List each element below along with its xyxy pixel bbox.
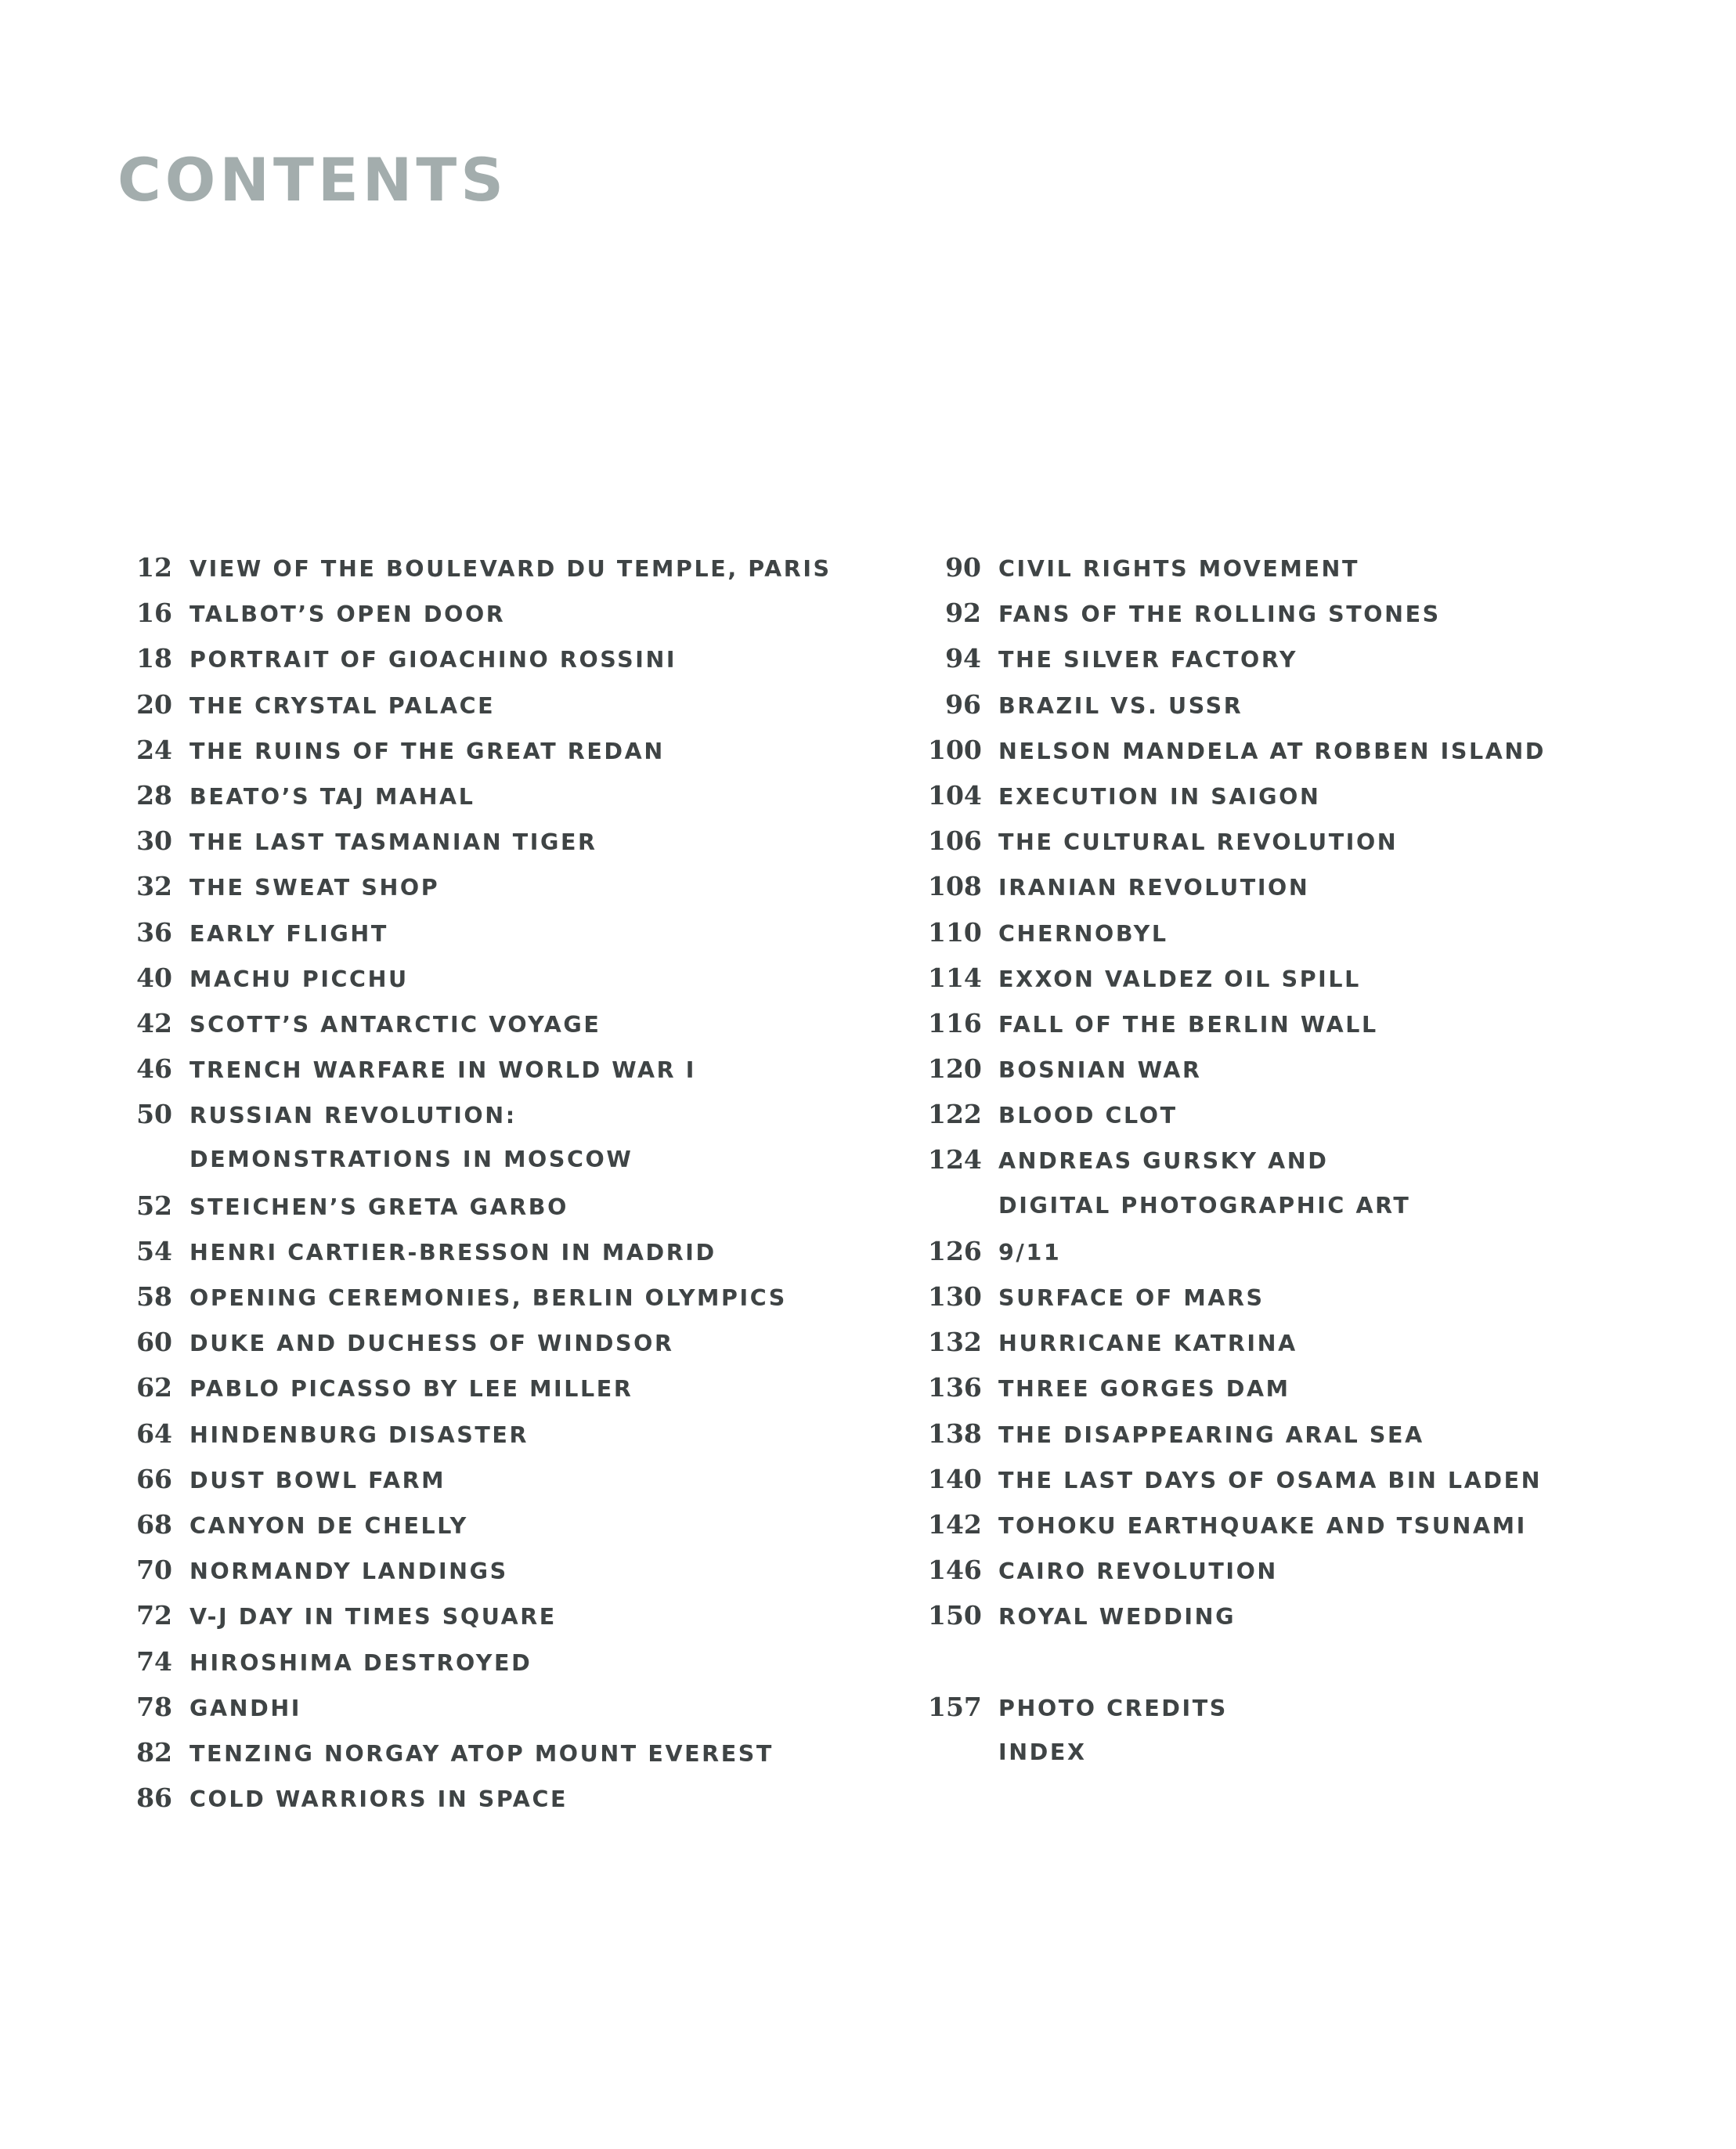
toc-entry	[125, 1593, 832, 1638]
toc-entry-title: ANDREAS GURSKY AND	[998, 1148, 1329, 1175]
toc-page-number: 136	[928, 1372, 982, 1403]
toc-page-number: 90	[945, 552, 981, 583]
toc-entry-title: PORTRAIT OF GIOACHINO ROSSINI	[189, 647, 677, 674]
toc-entry-title: DUKE AND DUCHESS OF WINDSOR	[189, 1331, 674, 1357]
toc-entry	[928, 1046, 1546, 1092]
toc-entry	[125, 818, 832, 864]
toc-page-number: 124	[928, 1144, 982, 1176]
toc-entry-title: INDEX	[998, 1739, 1087, 1765]
toc-entry	[125, 636, 832, 681]
toc-entry-title: DIGITAL PHOTOGRAPHIC ART	[998, 1192, 1411, 1219]
toc-entry	[928, 955, 1546, 1001]
toc-page-number: 94	[945, 643, 981, 674]
toc-entry-title: SCOTT’S ANTARCTIC VOYAGE	[189, 1011, 601, 1038]
toc-entry-title: TENZING NORGAY ATOP MOUNT EVEREST	[189, 1740, 774, 1767]
toc-page-number: 18	[136, 643, 172, 674]
toc-entry	[125, 1229, 832, 1274]
toc-entry	[125, 1320, 832, 1365]
toc-entry	[928, 545, 1546, 591]
contents-column-left	[125, 545, 832, 1821]
toc-entry-title: EXECUTION IN SAIGON	[998, 783, 1321, 810]
toc-page-number: 138	[928, 1418, 982, 1449]
toc-entry-title: COLD WARRIORS IN SPACE	[189, 1786, 568, 1813]
toc-entry	[125, 1274, 832, 1320]
toc-entry-title: HURRICANE KATRINA	[998, 1331, 1297, 1357]
toc-entry-title: CHERNOBYL	[998, 920, 1168, 947]
toc-entry	[928, 1730, 1546, 1775]
toc-page-number: 114	[928, 962, 982, 993]
toc-entry	[125, 910, 832, 955]
toc-entry-title: TALBOT’S OPEN DOOR	[189, 601, 506, 628]
toc-page-number: 104	[928, 779, 982, 811]
section-spacer	[928, 1639, 1546, 1685]
toc-entry-title: BOSNIAN WAR	[998, 1057, 1202, 1084]
toc-entry	[928, 1502, 1546, 1548]
toc-page-number: 60	[136, 1327, 172, 1358]
toc-page-number: 36	[136, 916, 172, 948]
toc-entry	[125, 1548, 832, 1593]
toc-entry-title: MACHU PICCHU	[189, 966, 409, 992]
toc-page-number: 157	[928, 1691, 982, 1722]
toc-entry-title: FALL OF THE BERLIN WALL	[998, 1011, 1378, 1038]
toc-page-number: 32	[136, 871, 172, 902]
toc-page-number: 72	[136, 1600, 172, 1631]
toc-entry	[125, 1092, 832, 1137]
toc-entry-title: NORMANDY LANDINGS	[189, 1558, 508, 1585]
toc-page-number: 142	[928, 1508, 982, 1540]
toc-page-number: 110	[928, 916, 982, 948]
toc-entry-title: THE SWEAT SHOP	[189, 875, 440, 901]
page-title: CONTENTS	[117, 145, 507, 215]
toc-entry	[125, 591, 832, 636]
toc-entry	[928, 1183, 1546, 1229]
toc-entry	[928, 1229, 1546, 1274]
toc-entry-title: THE CULTURAL REVOLUTION	[998, 829, 1399, 856]
toc-page-number: 150	[928, 1600, 982, 1631]
toc-entry-title: RUSSIAN REVOLUTION:	[189, 1103, 517, 1129]
toc-entry	[125, 1685, 832, 1730]
toc-entry-title: EXXON VALDEZ OIL SPILL	[998, 966, 1361, 992]
toc-entry	[125, 1411, 832, 1457]
toc-entry-title: GANDHI	[189, 1695, 302, 1721]
toc-page-number: 100	[928, 734, 982, 765]
toc-page-number: 132	[928, 1327, 982, 1358]
toc-entry-title: SURFACE OF MARS	[998, 1285, 1265, 1311]
toc-page-number: 140	[928, 1463, 982, 1494]
toc-entry-title: BLOOD CLOT	[998, 1103, 1178, 1129]
toc-page-number: 92	[945, 598, 981, 629]
toc-page-number: 78	[136, 1691, 172, 1722]
toc-entry	[125, 1457, 832, 1502]
toc-entry	[928, 1274, 1546, 1320]
toc-page-number: 108	[928, 871, 982, 902]
toc-entry	[125, 545, 832, 591]
toc-page-number: 82	[136, 1736, 172, 1768]
toc-page-number: 50	[136, 1099, 172, 1130]
toc-entry-title: BRAZIL VS. USSR	[998, 692, 1243, 719]
toc-entry	[928, 1320, 1546, 1365]
toc-entry-title: THE RUINS OF THE GREAT REDAN	[189, 738, 665, 764]
toc-entry	[928, 1593, 1546, 1638]
toc-page-number: 116	[928, 1007, 982, 1038]
toc-entry	[928, 591, 1546, 636]
toc-page-number: 120	[928, 1053, 982, 1085]
toc-entry-title: CAIRO REVOLUTION	[998, 1558, 1278, 1585]
toc-entry-title: HIROSHIMA DESTROYED	[189, 1649, 532, 1676]
toc-entry-title: THE CRYSTAL PALACE	[189, 692, 496, 719]
toc-entry-title: TOHOKU EARTHQUAKE AND TSUNAMI	[998, 1512, 1527, 1539]
toc-entry	[928, 636, 1546, 681]
contents-column-right	[928, 545, 1546, 1775]
toc-entry	[928, 773, 1546, 818]
toc-entry	[928, 1365, 1546, 1410]
toc-entry	[125, 1639, 832, 1685]
toc-entry-title: OPENING CEREMONIES, BERLIN OLYMPICS	[189, 1285, 787, 1311]
toc-entry	[125, 1001, 832, 1046]
toc-page-number: 74	[136, 1645, 172, 1677]
toc-page-number: 86	[136, 1782, 172, 1814]
toc-entry	[125, 1137, 832, 1183]
toc-page-number: 12	[136, 552, 172, 583]
toc-entry-title: IRANIAN REVOLUTION	[998, 875, 1310, 901]
toc-entry-title: DUST BOWL FARM	[189, 1467, 446, 1493]
toc-entry-title: TRENCH WARFARE IN WORLD WAR I	[189, 1057, 696, 1084]
toc-page-number: 28	[136, 779, 172, 811]
toc-entry-title: STEICHEN’S GRETA GARBO	[189, 1194, 568, 1220]
toc-page-number: 52	[136, 1190, 172, 1221]
toc-entry-title: 9/11	[998, 1239, 1062, 1266]
toc-entry-title: VIEW OF THE BOULEVARD DU TEMPLE, PARIS	[189, 556, 832, 582]
toc-entry-title: DEMONSTRATIONS IN MOSCOW	[189, 1147, 633, 1173]
toc-page-number: 58	[136, 1281, 172, 1312]
toc-entry	[125, 773, 832, 818]
toc-entry	[928, 1685, 1546, 1730]
toc-entry-title: PHOTO CREDITS	[998, 1695, 1228, 1721]
toc-page-number: 126	[928, 1235, 982, 1266]
toc-page-number: 24	[136, 734, 172, 765]
toc-entry-title: CIVIL RIGHTS MOVEMENT	[998, 556, 1360, 582]
toc-entry-title: PABLO PICASSO BY LEE MILLER	[189, 1376, 633, 1403]
toc-page-number: 16	[136, 598, 172, 629]
toc-entry-title: THE DISAPPEARING ARAL SEA	[998, 1421, 1424, 1448]
toc-entry-title: EARLY FLIGHT	[189, 920, 388, 947]
toc-entry	[928, 910, 1546, 955]
toc-page-number: 106	[928, 825, 982, 857]
toc-entry-title: HENRI CARTIER-BRESSON IN MADRID	[189, 1239, 716, 1266]
toc-page-number: 30	[136, 825, 172, 857]
toc-page-number: 40	[136, 962, 172, 993]
toc-entry	[928, 1092, 1546, 1137]
toc-entry	[928, 1457, 1546, 1502]
toc-entry	[125, 1365, 832, 1410]
toc-entry-title: CANYON DE CHELLY	[189, 1512, 468, 1539]
toc-entry	[928, 864, 1546, 909]
toc-entry	[125, 864, 832, 909]
toc-entry-title: THE LAST TASMANIAN TIGER	[189, 829, 597, 856]
toc-page-number: 46	[136, 1053, 172, 1085]
toc-entry	[928, 818, 1546, 864]
toc-page-number: 96	[945, 688, 981, 720]
toc-page-number: 64	[136, 1418, 172, 1449]
toc-page-number: 66	[136, 1463, 172, 1494]
toc-entry	[928, 682, 1546, 728]
toc-entry	[125, 1775, 832, 1821]
toc-page-number: 54	[136, 1235, 172, 1266]
toc-entry	[928, 728, 1546, 773]
toc-entry-title: THE LAST DAYS OF OSAMA BIN LADEN	[998, 1467, 1543, 1493]
toc-entry-title: NELSON MANDELA AT ROBBEN ISLAND	[998, 738, 1547, 764]
toc-entry-title: THREE GORGES DAM	[998, 1376, 1290, 1403]
toc-page-number: 146	[928, 1555, 982, 1586]
toc-entry-title: V-J DAY IN TIMES SQUARE	[189, 1604, 557, 1631]
toc-entry-title: ROYAL WEDDING	[998, 1604, 1236, 1631]
toc-entry	[125, 1183, 832, 1229]
toc-entry-title: FANS OF THE ROLLING STONES	[998, 601, 1441, 628]
toc-page-number: 20	[136, 688, 172, 720]
toc-entry	[125, 682, 832, 728]
toc-page-number: 62	[136, 1372, 172, 1403]
toc-page-number: 68	[136, 1508, 172, 1540]
toc-entry	[928, 1137, 1546, 1183]
toc-page-number: 42	[136, 1007, 172, 1038]
toc-entry	[125, 1730, 832, 1775]
toc-page-number: 130	[928, 1281, 982, 1312]
toc-entry	[125, 1046, 832, 1092]
toc-entry	[928, 1001, 1546, 1046]
toc-entry	[125, 955, 832, 1001]
toc-entry-title: BEATO’S TAJ MAHAL	[189, 783, 475, 810]
toc-entry	[928, 1548, 1546, 1593]
toc-entry-title: THE SILVER FACTORY	[998, 647, 1298, 674]
toc-entry	[928, 1411, 1546, 1457]
toc-page-number: 70	[136, 1555, 172, 1586]
toc-entry-title: HINDENBURG DISASTER	[189, 1421, 529, 1448]
toc-page-number: 122	[928, 1099, 982, 1130]
toc-entry	[125, 728, 832, 773]
toc-entry	[125, 1502, 832, 1548]
